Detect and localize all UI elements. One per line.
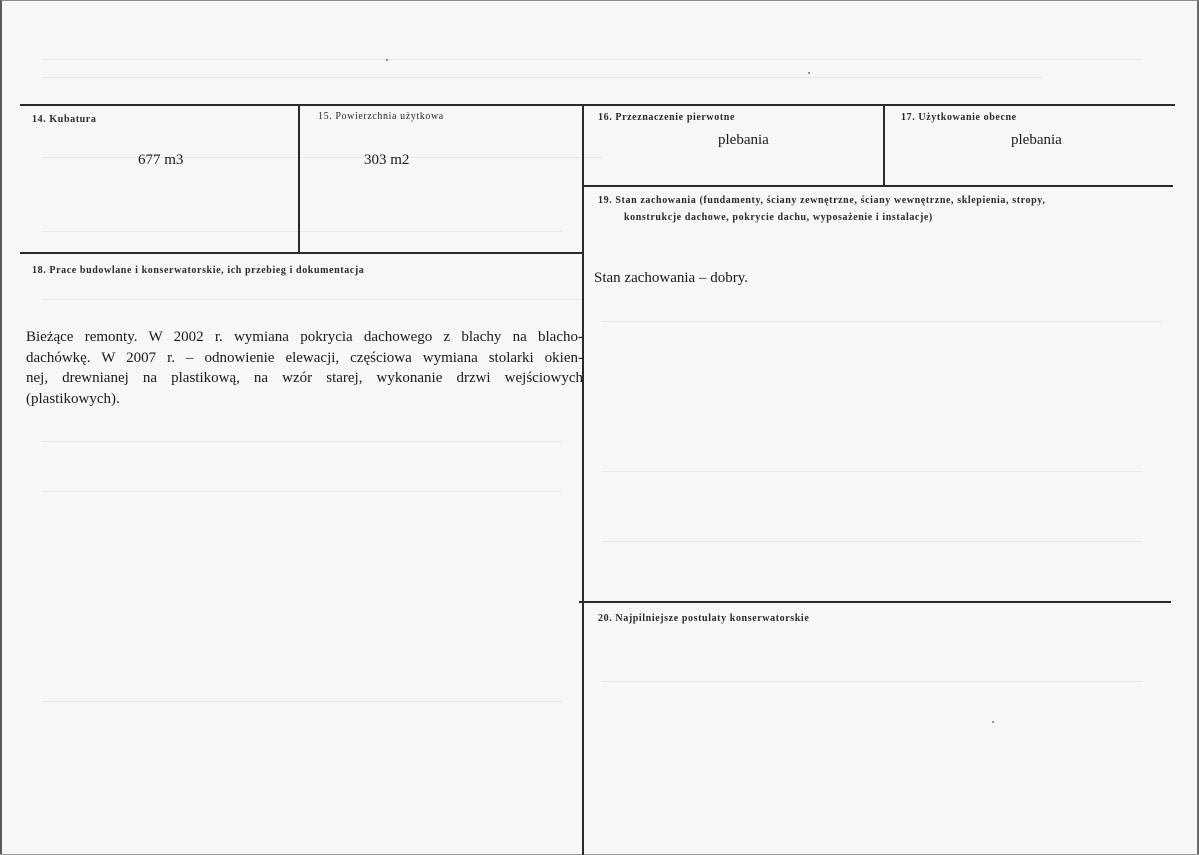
show-through-line [42, 59, 1142, 60]
field-17-label: 17. Użytkowanie obecne [901, 112, 1017, 123]
field-19-value: Stan zachowania – dobry. [594, 270, 748, 286]
show-through-line [602, 681, 1142, 682]
show-through-line [42, 701, 562, 702]
divider-16-17 [883, 105, 885, 185]
paper-speck [808, 72, 810, 74]
field-15-label: 15. Powierzchnia użytkowa [318, 111, 444, 122]
field-18-line: dachówkę. W 2007 r. – odnowienie elewacji, częściowa wymiana stolarki okien- [26, 349, 583, 366]
show-through-line [42, 157, 602, 158]
field-14-label: 14. Kubatura [32, 114, 97, 125]
paper-speck [992, 721, 994, 723]
field-18-label: 18. Prace budowlane i konserwatorskie, ich przebieg i dokumentacja [32, 265, 365, 276]
field-16-label: 16. Przeznaczenie pierwotne [598, 112, 735, 123]
field-18-text [26, 327, 583, 409]
divider-14-15 [298, 105, 300, 253]
field-16-value: plebania [718, 132, 769, 148]
rule-top [20, 104, 1175, 106]
rule-under-16-17 [583, 185, 1173, 187]
show-through-line [602, 541, 1142, 542]
field-18-line: (plastikowych). [26, 390, 120, 407]
divider-left-right [582, 105, 584, 855]
rule-above-20 [579, 601, 1171, 603]
field-14-value: 677 m3 [138, 152, 184, 168]
field-19-label-line2: konstrukcje dachowe, pokrycie dachu, wyposażenie i instalacje) [624, 212, 933, 223]
field-20-label: 20. Najpilniejsze postulaty konserwatorskie [598, 613, 810, 624]
show-through-line [42, 299, 582, 300]
field-15-value: 303 m2 [364, 152, 410, 168]
show-through-line [42, 231, 562, 232]
field-19-label-line1: 19. Stan zachowania (fundamenty, ściany zewnętrzne, ściany wewnętrzne, sklepienia, stropy, [598, 195, 1046, 206]
show-through-line [42, 441, 562, 442]
paper-speck [386, 59, 388, 61]
show-through-line [42, 491, 562, 492]
show-through-line [602, 471, 1142, 472]
field-18-line: nej, drewnianej na plastikową, na wzór starej, wykonanie drzwi wejściowych [26, 370, 583, 386]
show-through-line [602, 321, 1162, 322]
show-through-line [42, 77, 1042, 78]
field-17-value: plebania [1011, 132, 1062, 148]
rule-under-14-15 [20, 252, 583, 254]
field-18-line: Bieżące remonty. W 2002 r. wymiana pokrycia dachowego z blachy na blacho- [26, 329, 583, 345]
